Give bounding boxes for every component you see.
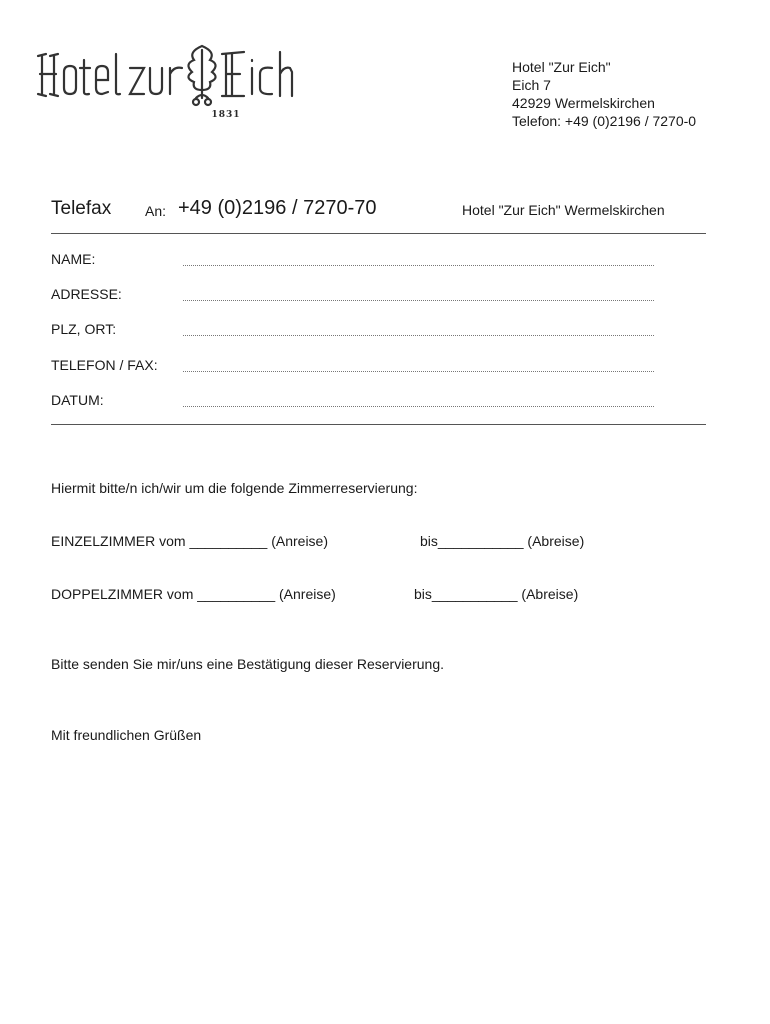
phone-fax-field[interactable] [51,357,611,377]
hotel-logo-wordmark [36,38,298,108]
address-input-line[interactable] [183,300,654,301]
fax-number: +49 (0)2196 / 7270-70 [178,197,377,219]
confirmation-request: Bitte senden Sie mir/uns eine Bestätigung dieser Reservierung. [51,656,444,672]
date-input-line[interactable] [183,406,654,407]
fax-header [51,196,711,222]
fax-recipient: Hotel "Zur Eich" Wermelskirchen [462,202,665,218]
date-field[interactable] [51,392,611,412]
name-label: NAME: [51,251,96,267]
zip-city-label: PLZ, ORT: [51,321,117,337]
date-label: DATUM: [51,392,104,408]
address-city: 42929 Wermelskirchen [512,95,655,111]
address-street: Eich 7 [512,77,551,93]
hotel-logo [36,38,298,122]
address-label: ADRESSE: [51,286,122,302]
divider-top [51,233,706,234]
single-room-departure: bis___________ (Abreise) [420,533,585,549]
double-room-departure: bis___________ (Abreise) [414,586,579,602]
fax-to-label: An: [145,203,167,219]
phone-fax-input-line[interactable] [183,371,654,372]
address-phone: Telefon: +49 (0)2196 / 7270-0 [512,113,697,129]
zip-city-field[interactable] [51,321,611,341]
logo-year: 1831 [211,110,241,120]
single-room-line: EINZELZIMMER vom __________ (Anreise) [51,533,328,549]
divider-bottom [51,424,706,425]
name-field[interactable] [51,251,611,271]
phone-fax-label: TELEFON / FAX: [51,357,158,373]
fax-title: Telefax [51,198,112,219]
address-hotel-name: Hotel "Zur Eich" [512,59,611,75]
closing-greeting: Mit freundlichen Grüßen [51,727,202,743]
name-input-line[interactable] [183,265,654,266]
double-room-line: DOPPELZIMMER vom __________ (Anreise) [51,586,336,602]
hotel-address [512,58,696,130]
zip-city-input-line[interactable] [183,335,654,336]
reservation-intro: Hiermit bitte/n ich/wir um die folgende Zimmerreservierung: [51,480,418,496]
address-field[interactable] [51,286,611,306]
